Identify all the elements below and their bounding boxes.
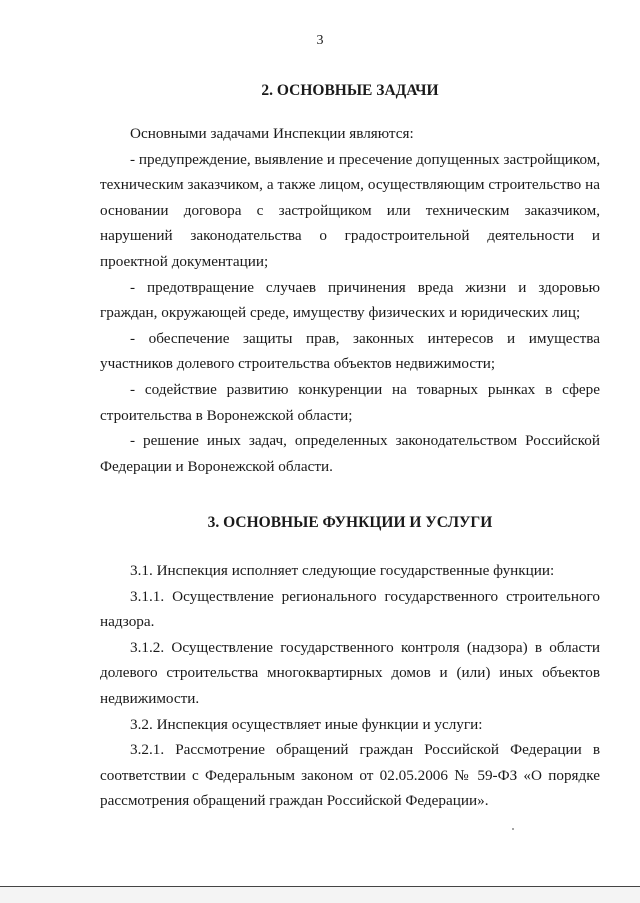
task-item-2-line-1: - предотвращение случаев причинения вреда жизни и здоровью — [130, 278, 600, 296]
section-3-heading: 3. ОСНОВНЫЕ ФУНКЦИИ И УСЛУГИ — [207, 514, 493, 531]
task-item-4-line-2: строительства в Воронежской области; — [100, 406, 353, 424]
clause-3-1-1-line-2: надзора. — [100, 613, 155, 631]
task-item-3-line-1: - обеспечение защиты прав, законных интересов и имущества — [130, 329, 600, 347]
task-item-5-line-1: - решение иных задач, определенных законодательством Российской — [130, 432, 600, 450]
task-item-5-line-2: Федерации и Воронежской области. — [100, 457, 333, 475]
task-item-4-line-1: - содействие развитию конкуренции на товарных рынках в сфере — [130, 380, 600, 398]
clause-3-1-2-line-3: недвижимости. — [100, 689, 200, 707]
page-number: 3 — [316, 33, 324, 48]
task-item-1-line-5: проектной документации; — [100, 252, 269, 270]
task-item-1-line-4: нарушений законодательства о градостроительной деятельности и — [100, 227, 600, 245]
scan-speck — [512, 828, 514, 830]
section-2-intro: Основными задачами Инспекции являются: — [130, 125, 414, 142]
task-item-3-line-2: участников долевого строительства объектов недвижимости; — [100, 355, 496, 373]
clause-3-2-1-line-2: соответствии с Федеральным законом от 02.05.2006 № 59-ФЗ «О порядке — [100, 766, 600, 784]
section-2-heading: 2. ОСНОВНЫЕ ЗАДАЧИ — [261, 82, 439, 99]
section-3-body — [100, 558, 600, 814]
scan-edge-shade — [0, 887, 640, 903]
task-item-1-line-2: техническим заказчиком, а также лицом, осуществляющим строительство на — [100, 176, 600, 194]
task-item-1-line-3: основании договора с застройщиком или техническим заказчиком, — [100, 201, 600, 219]
task-item-2-line-2: граждан, окружающей среде, имуществу физических и юридических лиц; — [100, 304, 581, 322]
clause-3-1-2-line-2: долевого строительства многоквартирных домов и (или) иных объектов — [100, 664, 600, 682]
clause-3-1-2-line-1: 3.1.2. Осуществление государственного контроля (надзора) в области — [130, 638, 600, 656]
clause-3-2-1-line-3: рассмотрения обращений граждан Российской Федерации». — [100, 792, 489, 810]
clause-3-1: 3.1. Инспекция исполняет следующие государственные функции: — [130, 562, 555, 579]
clause-3-2: 3.2. Инспекция осуществляет иные функции и услуги: — [130, 715, 483, 733]
clause-3-2-1-line-1: 3.2.1. Рассмотрение обращений граждан Российской Федерации в — [130, 741, 600, 759]
section-2-body — [100, 121, 600, 479]
task-item-1-line-1: - предупреждение, выявление и пресечение допущенных застройщиком, — [130, 150, 601, 168]
clause-3-1-1-line-1: 3.1.1. Осуществление регионального государственного строительного — [130, 587, 600, 605]
